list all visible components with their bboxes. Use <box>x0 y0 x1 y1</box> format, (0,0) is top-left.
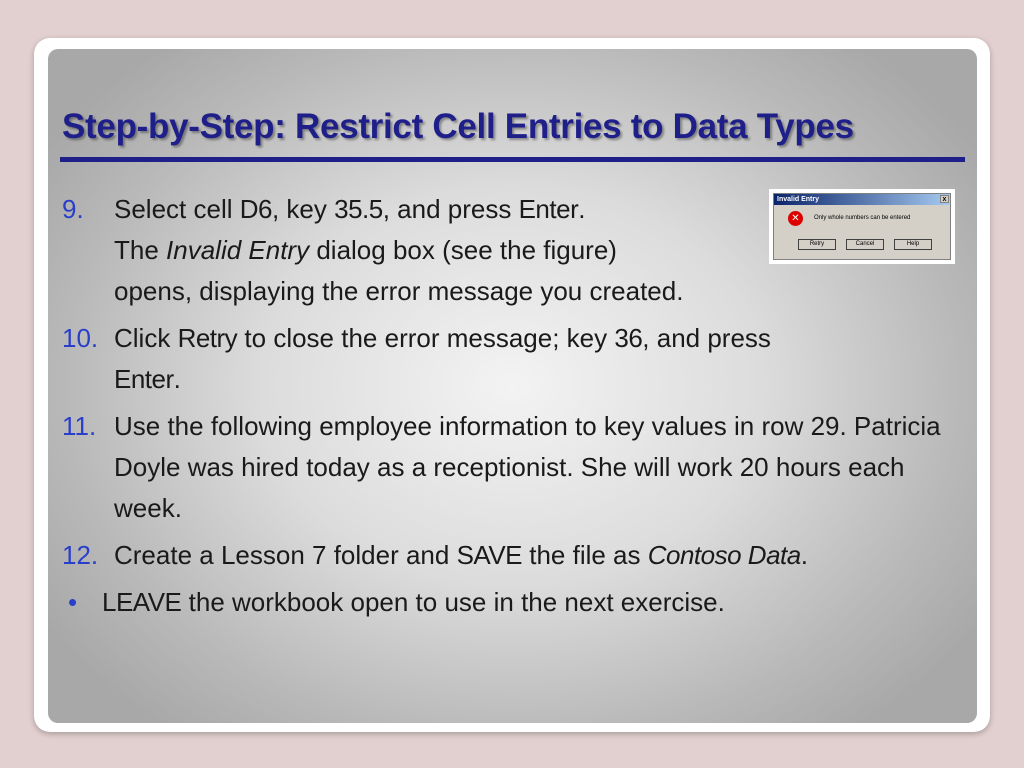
title-underline <box>60 157 965 162</box>
text: Click <box>114 323 178 353</box>
step-9 <box>62 189 962 312</box>
text: Create a Lesson 7 folder and <box>114 540 457 570</box>
help-button: Help <box>894 239 932 250</box>
key-name: Enter <box>518 194 579 224</box>
close-icon: x <box>940 195 949 203</box>
step-number: 10. <box>62 323 99 353</box>
button-name: Retry <box>177 323 238 353</box>
text: , key <box>271 194 335 224</box>
step-12-text <box>114 535 962 576</box>
text: The <box>114 235 167 265</box>
text: , and press <box>382 194 519 224</box>
dialog-name: Invalid Entry <box>166 235 310 265</box>
command-name: SAVE <box>456 540 522 570</box>
step-list <box>62 189 962 629</box>
text: the file as <box>522 540 648 570</box>
step-9-line-1 <box>114 189 962 230</box>
value: 36 <box>614 323 643 353</box>
text: . <box>578 194 586 224</box>
retry-button: Retry <box>798 239 836 250</box>
step-number: 9. <box>62 194 84 224</box>
dialog-message: Only whole numbers can be entered <box>814 215 911 221</box>
bullet-icon: • <box>68 587 78 617</box>
step-11-text: Use the following employee information to key values in row 29. Patricia Doyle was hired today as a receptionist. She will work 20 hours each week. <box>114 411 941 523</box>
text: . <box>173 364 181 394</box>
slide-title: Step-by-Step: Restrict Cell Entries to Data Types <box>62 107 854 146</box>
step-10-line-1 <box>114 318 962 359</box>
error-icon: ✕ <box>788 211 803 226</box>
step-11 <box>62 406 962 529</box>
step-number: 12. <box>62 540 99 570</box>
step-9-line-2 <box>114 230 962 271</box>
step-9-line-3: opens, displaying the error message you created. <box>114 276 684 306</box>
text: . <box>800 540 808 570</box>
text: to close the error message; key <box>237 323 615 353</box>
step-10-line-2 <box>114 359 962 400</box>
file-name: Contoso Data <box>647 540 801 570</box>
text: , and press <box>642 323 771 353</box>
step-10 <box>62 318 962 400</box>
text: dialog box (see the figure) <box>309 235 617 265</box>
bullet-text <box>102 582 962 623</box>
key-name: Enter <box>114 364 174 394</box>
cell-ref: D6 <box>239 194 272 224</box>
command-name: LEAVE <box>102 587 182 617</box>
slide <box>48 49 977 723</box>
step-number: 11. <box>62 411 97 441</box>
text: the workbook open to use in the next exercise. <box>181 587 725 617</box>
cancel-button: Cancel <box>846 239 884 250</box>
value: 35.5 <box>334 194 383 224</box>
text: Select cell <box>114 194 240 224</box>
dialog-title-text: Invalid Entry <box>777 196 820 203</box>
bullet-item <box>62 582 962 623</box>
step-12 <box>62 535 962 576</box>
